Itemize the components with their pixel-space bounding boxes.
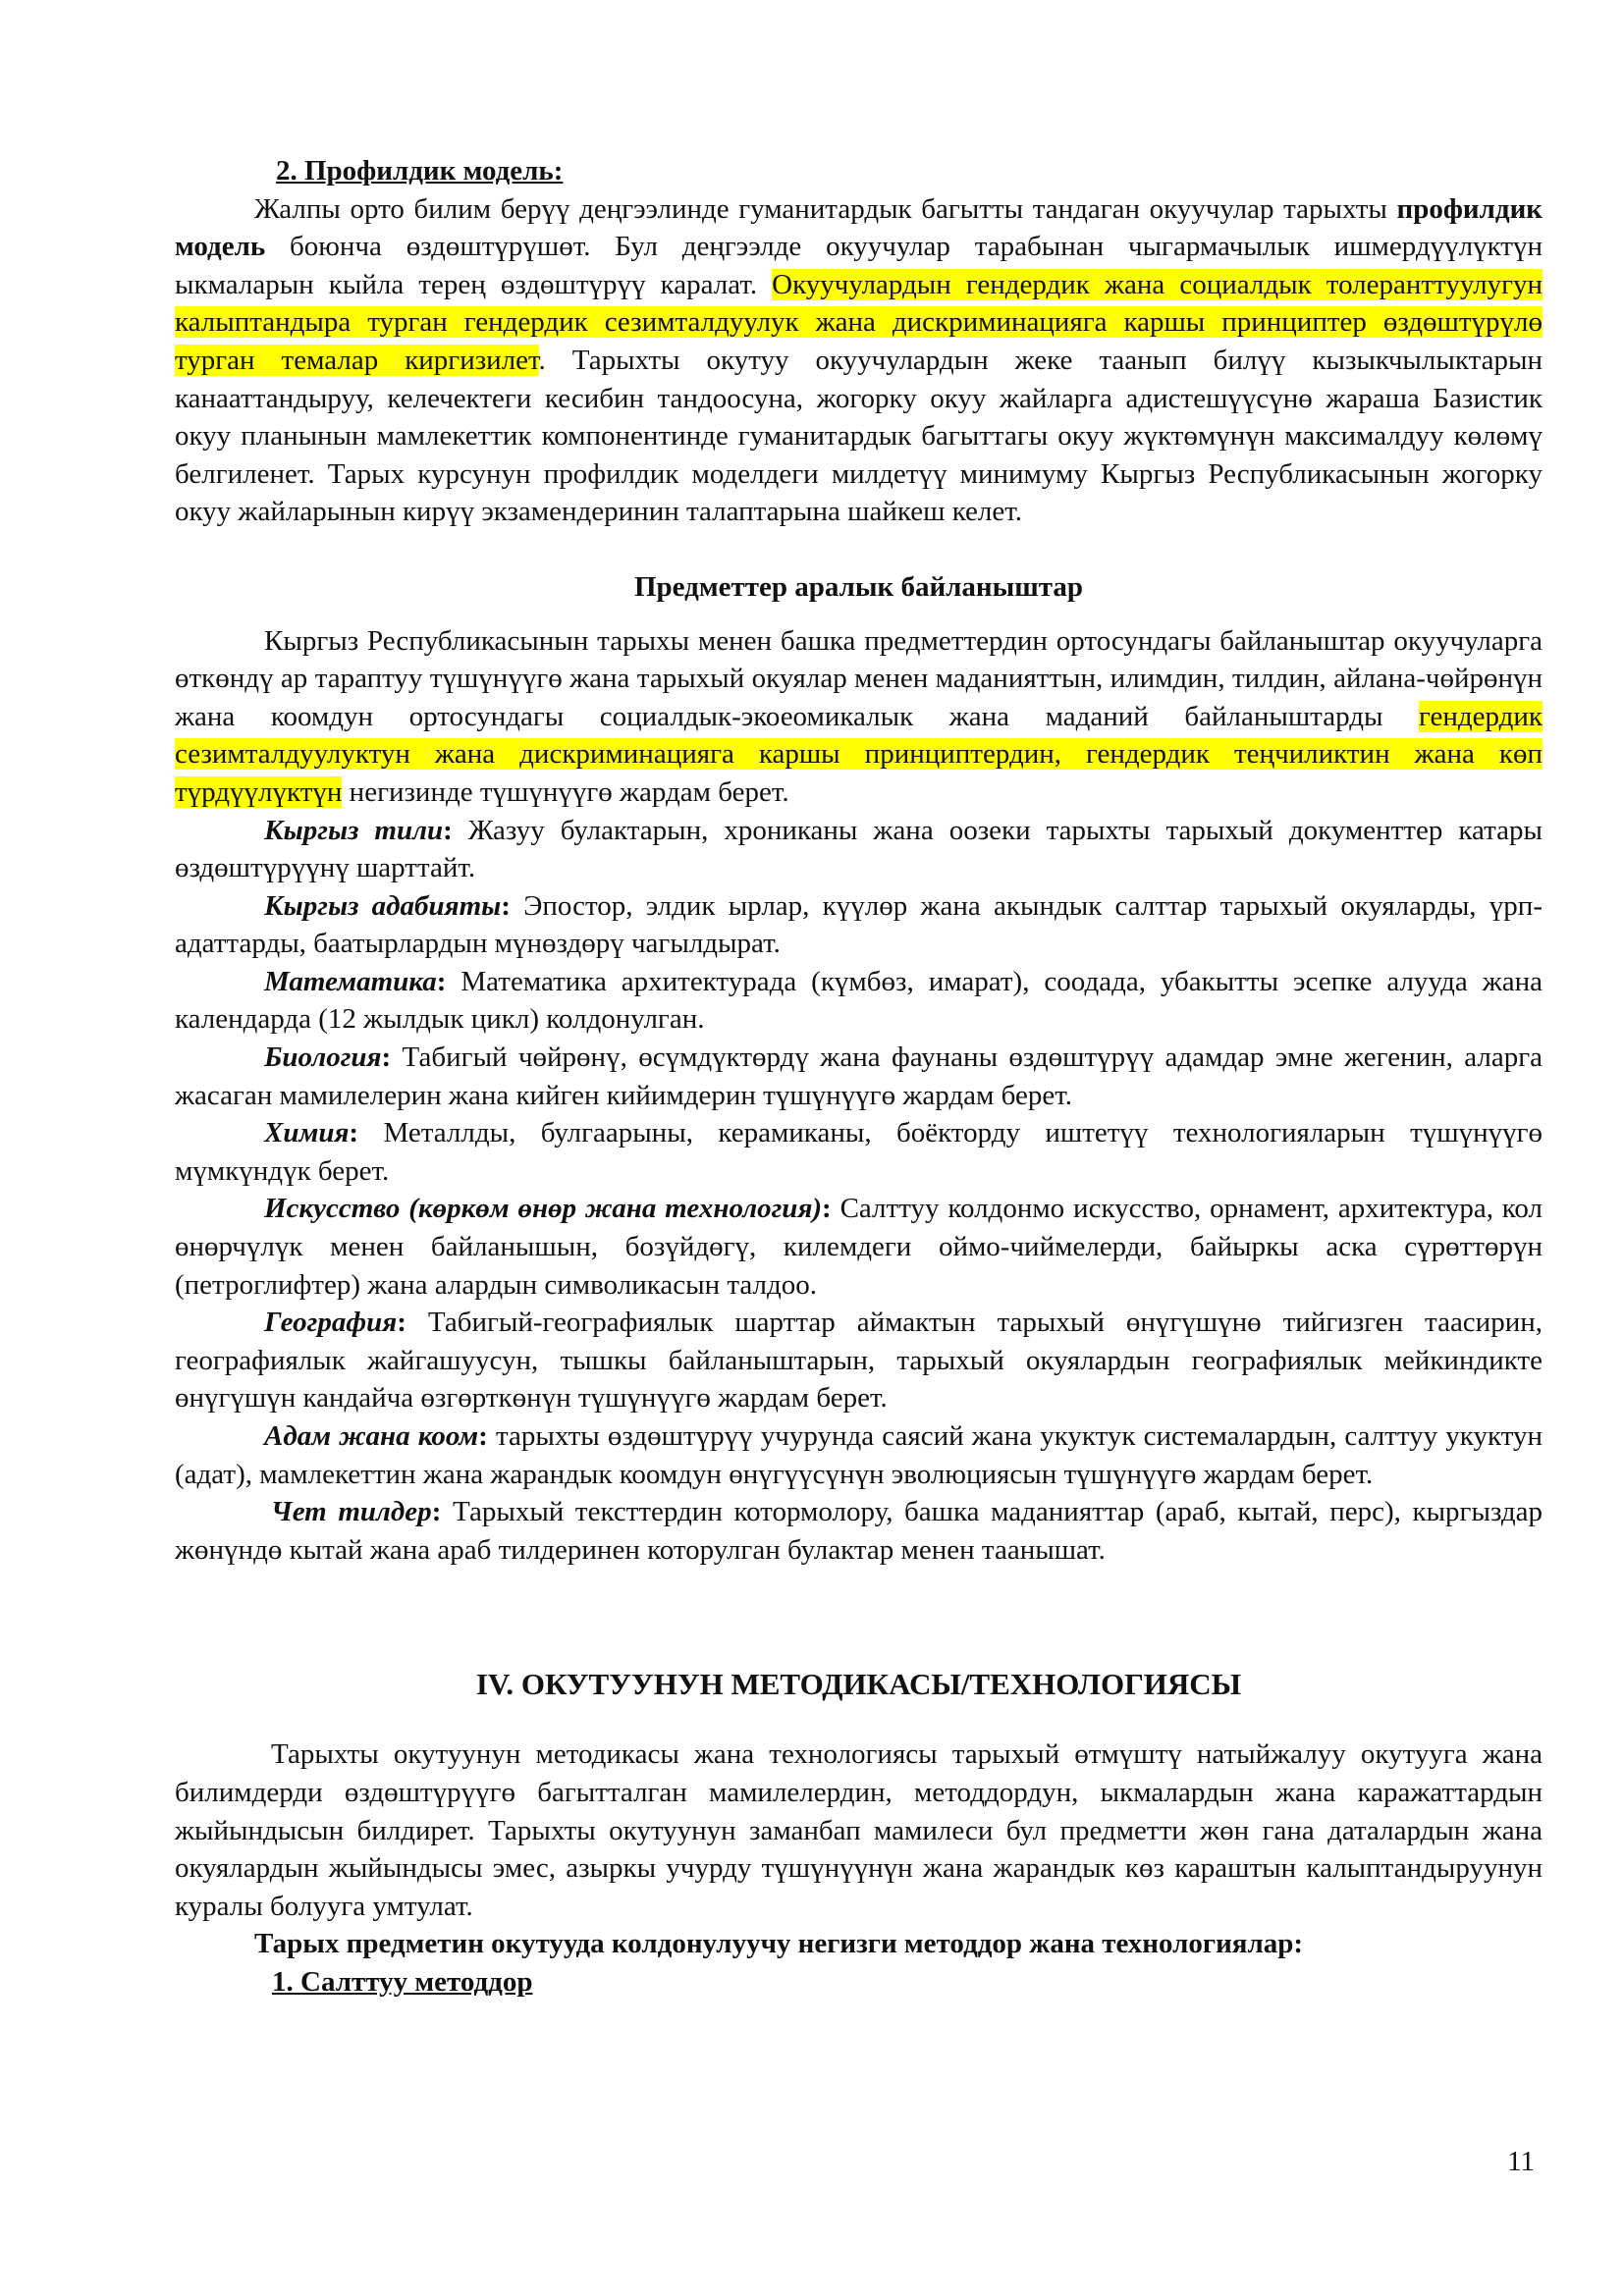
intersubject-intro [175,622,1543,812]
colon: : [478,1420,488,1452]
subject-text: Салттуу колдонмо искусство, орнамент, архитектура, кол өнөрчүлүк менен байланышын, бозүйдөгү, килемдеги оймо-чиймелерди, байыркы аска сүрөттөрүн (петроглифтер) жана алардын символикасын талдоо. [175,1193,1543,1301]
subject-text: Табигый чөйрөнү, өсүмдүктөрдү жана фаунаны өздөштүрүү адамдар эмне жегенин, аларга жасаган мамилелерин жана кийген кийимдерин түшүнүүгө жардам берет. [175,1041,1543,1111]
profile-model-heading: 2. Профилдик модель: [276,155,564,187]
text-run: Жалпы орто билим берүү деңгээлинде гуманитардык багытты тандаган окуучулар тарыхты [254,192,1397,225]
subject-title: География [264,1307,398,1339]
subject-text: Тарыхый тексттердин котормолору, башка маданияттар (араб, кытай, перс), кыргыздар жөнүндө кытай жана араб тилдеринен которулган булактар менен таанышат. [175,1496,1543,1566]
text-run: негизинде түшүнүүгө жардам берет. [342,775,789,808]
subject-link-item [175,1304,1543,1417]
subject-title: Искусство (көркөм өнөр жана технология) [264,1193,823,1225]
subsection-title: 1. Салттуу методдор [272,1965,533,1998]
subject-links-list [175,812,1543,1570]
bold-term: профилдик модель [175,192,1543,263]
subject-link-item [175,1190,1543,1304]
subject-title: Кыргыз тили [264,814,444,846]
text-run: Кыргыз Республикасынын тарыхы менен башка предметтердин ортосундагы байланыштар окуучуларга өткөндү ар тараптуу түшүнүүгө жана тарыхый окуялар менен маданияттын, илимдин, тилдин, айлана-чөйрөнүн жана коомдун ортосундагы социалдык-экоеомикалык жана маданий байланыштарды [175,624,1543,732]
subject-title: Адам жана коом [264,1420,479,1452]
page-number: 11 [1507,2146,1535,2177]
methods-paragraph: Тарыхты окутуунун методикасы жана технологиясы тарыхый өтмүштү натыйжалуу окутууга жана билимдерди өздөштүрүүгө багытталган мамилелердин, методдордун, ыкмалардын жана каражаттардын жыйындысын билдирет. Тарыхты окутуунун заманбап мамилеси бул предметти жөн гана даталардын жана окуялардын жыйындысы эмес, азыркы учурду түшүнүүнүн жана жарандык көз караштын калыптандыруунун куралы болууга умтулат. [175,1738,1543,1922]
subject-title: Математика [264,965,437,997]
subject-text: Жазуу булактарын, хрониканы жана оозеки тарыхты тарыхый документтер катары өздөштүрүүнү шарттайт. [175,814,1543,884]
subject-text: Эпостор, элдик ырлар, күүлөр жана акындык салттар тарыхый окуяларды, үрп-адаттарды, баатырлардын мүнөздөрү чагылдырат. [175,889,1543,960]
subject-link-item [175,963,1543,1039]
colon: : [431,1496,442,1528]
subject-title: Биология [264,1041,382,1074]
colon: : [381,1041,392,1074]
subject-text: Металлды, булгаарыны, керамиканы, боёкторду иштетүү технологияларын түшүнүүгө мүмкүндүк берет. [175,1117,1543,1187]
subject-link-item [175,812,1543,887]
subject-title: Кыргыз адабияты [264,889,502,922]
subject-link-item [175,1039,1543,1114]
section-iv-heading: IV. ОКУТУУНУН МЕТОДИКАСЫ/ТЕХНОЛОГИЯСЫ [475,1667,1242,1702]
subject-link-item [175,1114,1543,1190]
subject-title: Чет тилдер [271,1496,432,1528]
highlighted-text: Окуучулардын гендердик жана социалдык толеранттуулугун калыптандыра турган гендердик сезимталдуулук жана дискриминацияга каршы принциптер өздөштүрүлө турган темалар киргизилет [175,268,1543,376]
subject-title: Химия [264,1117,350,1149]
text-run: боюнча өздөштүрүшөт. Бул деңгээлде окуучулар тарабынан чыгармачылык ишмердүүлүктүн ыкмаларын кыйла терең өздөштүрүү каралат. [175,231,1543,300]
subject-link-item [175,1417,1543,1493]
colon: : [822,1193,832,1225]
colon: : [397,1307,406,1339]
document-page [175,152,1543,2002]
methods-subheading: Тарых предметин окутууда колдонулуучу негизги методдор жана технологиялар: [254,1928,1304,1960]
intersubject-heading: Предметтер аралык байланыштар [633,570,1083,603]
profile-model-paragraph [175,190,1543,531]
colon: : [349,1117,359,1149]
subject-link-item [175,1493,1543,1569]
methods-subsection-1 [175,1963,1543,2002]
text-run: . Тарыхты окутуу окуучулардын жеке таанып билүү кызыкчылыктарын канааттандыруу, келечектеги кесибин тандоосуна, жогорку окуу жайларга адистешүүсүнө жараша Базистик окуу планынын мамлекеттик компонентинде гуманитардык багыттагы окуу жүктөмүнүн максималдуу көлөмү белгиленет. Тарых курсунун профилдик моделдеги милдетүү минимуму Кыргыз Республикасынын жогорку окуу жайларынын кирүү экзамендеринин талаптарына шайкеш келет. [175,344,1543,528]
subject-text: тарыхты өздөштүрүү учурунда саясий жана укуктук системалардын, салттуу укуктун (адат), мамлекеттин жана жарандык коомдун өнүгүүсүнүн эволюциясын түшүнүүгө жардам берет. [175,1420,1543,1490]
subject-link-item [175,887,1543,963]
subject-text: Математика архитектурада (күмбөз, имарат), соодада, убакытты эсепке алууда жана календарда (12 жылдык цикл) колдонулган. [175,965,1543,1036]
colon: : [443,814,453,846]
subject-text: Табигый-географиялык шарттар аймактын тарыхый өнүгүшүнө тийгизген таасирин, географиялык жайгашуусун, тышкы байланыштарын, тарыхый окуялардын географиялык мейкиндикте өнүгүшүн кандайча өзгөрткөнүн түшүнүүгө жардам берет. [175,1307,1543,1415]
colon: : [501,889,511,922]
colon: : [436,965,447,997]
highlighted-text: гендердик сезимталдуулуктун жана дискриминацияга каршы принциптердин, гендердик теңчиликтин жана көп түрдүүлүктүн [175,700,1543,808]
